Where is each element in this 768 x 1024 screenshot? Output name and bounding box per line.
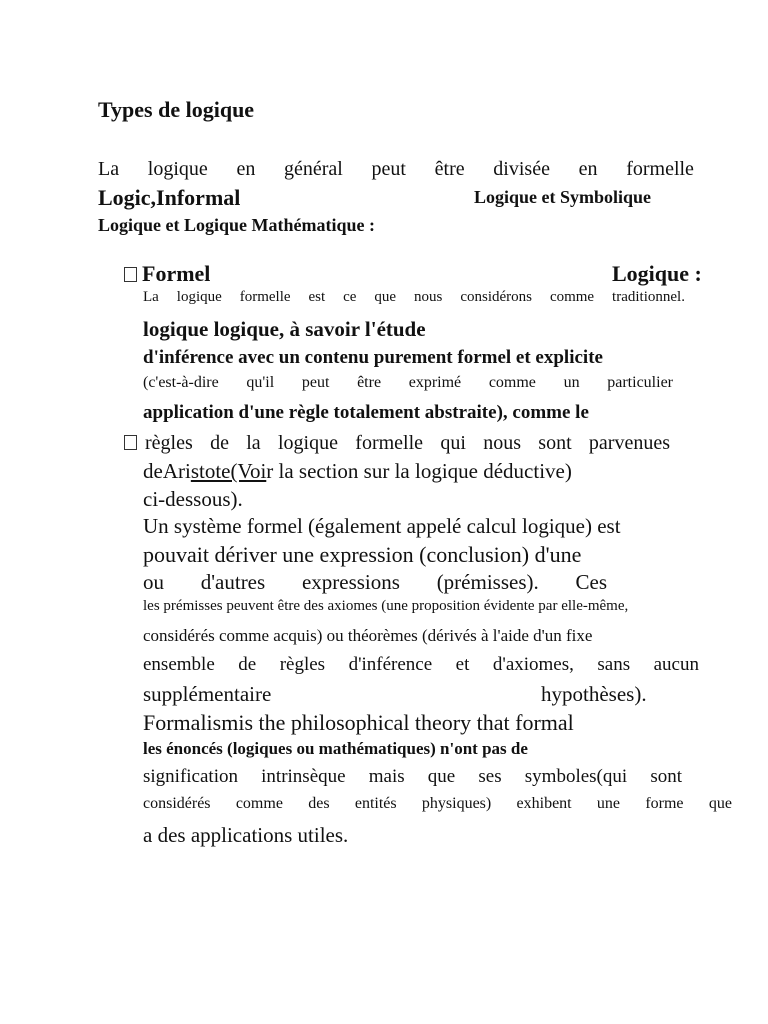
word: est	[308, 289, 326, 305]
word: particulier	[607, 374, 673, 391]
word: en	[236, 158, 256, 180]
rules-line-8: considérés comme acquis) ou théorèmes (dérivés à l'aide d'un fixe	[143, 626, 593, 645]
rules-line-4: Un système formel (également appelé calcul logique) est	[143, 514, 621, 538]
word: de	[210, 432, 229, 454]
rules-line-11: Formalismis the philosophical theory that formal	[143, 710, 574, 735]
word: un	[563, 374, 580, 391]
word: logique	[176, 289, 222, 305]
word: ensemble	[143, 654, 215, 675]
word: considérés	[143, 795, 211, 812]
word: qui	[440, 432, 466, 454]
rules-line-5: pouvait dériver une expression (conclusion) d'une	[143, 542, 582, 567]
word: une	[596, 795, 621, 812]
word: traditionnel.	[612, 289, 685, 305]
formel-line-2: logique logique, à savoir l'étude	[143, 317, 426, 341]
rules-line-3: ci-dessous).	[143, 487, 243, 511]
intro-line-2-right: Logique et Symbolique	[474, 187, 652, 207]
word: expressions	[301, 570, 400, 594]
word: logique	[277, 432, 338, 454]
rules-line-13	[143, 767, 682, 786]
word: La	[98, 158, 120, 180]
word: sont	[538, 432, 572, 454]
intro-line-3: Logique et Logique Mathématique :	[98, 215, 375, 235]
rules-bullet	[124, 433, 142, 453]
intro-line-2-left: Logic,Informal	[98, 185, 241, 210]
word: en	[578, 158, 598, 180]
word: exprimé	[408, 374, 462, 391]
word: d'autres	[200, 570, 266, 594]
rules-line-14	[143, 796, 732, 812]
word: de	[238, 654, 257, 675]
word: que	[708, 795, 732, 812]
word: sont	[650, 766, 682, 787]
word: peut	[301, 374, 330, 391]
word: divisée	[493, 158, 550, 180]
rules-line-1	[145, 433, 670, 453]
page-title: Types de logique	[98, 97, 255, 122]
formel-line-3: d'inférence avec un contenu purement formel et explicite	[143, 347, 603, 368]
word: sans	[597, 654, 631, 675]
rules-line-10-left: supplémentaire	[143, 682, 272, 706]
word: mais	[368, 766, 405, 787]
word: Ces	[575, 570, 607, 594]
word: (c'est-à-dire	[143, 374, 219, 391]
rules-line-2-prefix: deAri	[143, 459, 191, 483]
word: règles	[145, 432, 193, 454]
formel-line-4	[143, 375, 673, 391]
word: forme	[645, 795, 684, 812]
formel-heading-right: Logique :	[612, 261, 702, 286]
word: comme	[235, 795, 283, 812]
word: général	[284, 158, 343, 180]
word: la	[246, 432, 261, 454]
word: être	[357, 374, 382, 391]
rules-line-10-right: hypothèses).	[541, 682, 647, 706]
word: logique	[147, 158, 208, 180]
word: qu'il	[246, 374, 275, 391]
formel-heading-left	[124, 263, 210, 285]
word: considérons	[460, 289, 532, 305]
word: règles	[279, 654, 326, 675]
word: formelle	[355, 432, 424, 454]
word: d'axiomes,	[492, 654, 574, 675]
rules-line-9	[143, 655, 699, 674]
intro-line-1	[98, 159, 694, 179]
word: entités	[354, 795, 397, 812]
rules-line-7: les prémisses peuvent être des axiomes (une proposition évidente par elle-même,	[143, 598, 629, 614]
rules-line-2-suffix: r la section sur la logique déductive)	[266, 459, 572, 483]
rules-line-6	[143, 572, 607, 593]
word: comme	[549, 289, 595, 305]
word: signification	[143, 766, 238, 787]
rules-line-12: les énoncés (logiques ou mathématiques) n'ont pas de	[143, 739, 528, 758]
word: intrinsèque	[261, 766, 346, 787]
aristote-link[interactable]: stote(Voi	[190, 459, 267, 483]
formel-line-5: application d'une règle totalement abstraite), comme le	[143, 402, 589, 423]
word: nous	[483, 432, 521, 454]
formel-bullet-label: Formel	[142, 261, 211, 286]
word: ses	[478, 766, 502, 787]
rules-line-15: a des applications utiles.	[143, 823, 349, 847]
word: et	[455, 654, 470, 675]
rules-line-2	[143, 461, 572, 482]
word: formelle	[239, 289, 291, 305]
word: comme	[488, 374, 536, 391]
formel-line-1	[143, 290, 685, 305]
word: physiques)	[421, 795, 492, 812]
word: exhibent	[516, 795, 572, 812]
bullet-placeholder-icon	[124, 267, 137, 282]
bullet-placeholder-icon	[124, 435, 137, 450]
word: nous	[414, 289, 443, 305]
word: que	[374, 289, 397, 305]
word: aucun	[653, 654, 699, 675]
word: parvenues	[588, 432, 670, 454]
word: ce	[343, 289, 357, 305]
word: formelle	[626, 158, 694, 180]
word: d'inférence	[348, 654, 433, 675]
word: être	[434, 158, 465, 180]
word: La	[143, 289, 159, 305]
word: peut	[371, 158, 406, 180]
word: symboles(qui	[524, 766, 628, 787]
word: ou	[143, 570, 164, 594]
word: des	[308, 795, 330, 812]
word: que	[427, 766, 456, 787]
word: (prémisses).	[436, 570, 539, 594]
